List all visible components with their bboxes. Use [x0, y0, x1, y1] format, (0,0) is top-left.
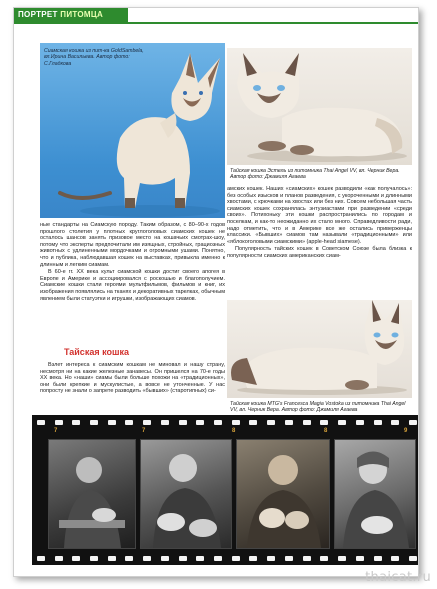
man-holding-cats-illustration [237, 440, 329, 548]
photo-thai-cat-lying [227, 48, 412, 165]
header-part1: ПОРТРЕТ [18, 10, 58, 19]
photo3-caption: Тайская кошка MTG's Francesca Magia Vostoka из питомника Thai Angel VV, вл. Черник Вера. Автор фото: Джамиля Агаева [230, 401, 406, 414]
man-with-cats-illustration [49, 440, 135, 548]
section-header [14, 8, 128, 22]
film-frame-number: 8 [324, 428, 328, 434]
film-frame-number: 8 [232, 428, 236, 434]
siamese-cat-illustration [40, 43, 225, 218]
film-frame-photo-1 [48, 439, 136, 549]
film-strip [32, 415, 419, 565]
paragraph: В 60-е гг. XX века культ сиамской кошки достиг своего апогея в Европе и Америке и ассоциировался с роскошью и благополучием. Сиамские кошки стали героями мультфильмов, фильмов и книг, их изображения появлялись на тканях и декоративных тарелках, обычным явлением были статуэтки и игрушки, изображающих сиамов. [40, 269, 225, 302]
paragraph: амских кошек. Наших «сиамских» кошек разводили «как получалось»: без особых изысков и планов разведения, с укороченными и длинными хвостами, с крючками на хвостах или без них. Совсем небольшая часть сиамских кошек сохранялась энтузиастами при разведении «среди своих». Потихоньку эти кошки распространились по городам и поселкам, и как-то неожиданно их стало много. Справедливости ради, надо отметить, что и в Америке все же остались приверженцы классики. «Бывших» сиамов там называли «традиционными» или «яблокоголовыми сиамскими» (apple-head siamese). [227, 186, 412, 245]
header-part2: ПИТОМЦА [60, 10, 104, 19]
thai-cat-illustration [227, 48, 412, 165]
photo1-caption: Сиамская кошка из пит-ка GoldSambela, вл.Ирина Васильева. Автор фото: С.Гладкова [44, 48, 144, 67]
photo-siamese-cat [40, 43, 225, 218]
film-perforations-top [32, 418, 419, 426]
paragraph: Взлет интереса к сиамским кошкам не миновал и нашу страну, несмотря ни на какие железные занавесы. Он пришелся на 70-е годы XX века. Но «наши» сиамы были больше похожи на «традиционных», они были крепкие и мускулистые, а вовсе не утонченные. У нас попросту не знали о запрете разводить «бывших» (старотипных) си- [40, 362, 225, 395]
article-left-column [40, 222, 225, 303]
film-frame-photo-3 [236, 439, 330, 549]
thai-cat-2-illustration [227, 300, 412, 398]
film-frame-number: 9 [404, 428, 408, 434]
magazine-page [13, 7, 419, 577]
film-frame-photo-4 [334, 439, 416, 549]
section-title: Тайская кошка [64, 347, 129, 357]
header-rule [14, 22, 418, 24]
article-right-column [227, 186, 412, 261]
paragraph: ные стандарты на Сиамскую породу. Таким образом, с 80–90-х годов прошлого столетия у плотных круглоголовых сиамских кошек не осталось шансов занять призовое место на кошачьих смотрах-шоу, потому что эксперты предпочитали им изящных, стройных, грациозных животных с удлиненными мордочками и огромными ушами. Понятно, что и публика, наблюдавшая кошек на выставках, привыкла именно к длинным и легким сиамам. [40, 222, 225, 268]
film-frame-number: 7 [142, 428, 146, 434]
site-watermark: thaicat.ru [365, 570, 431, 585]
film-perforations-bottom [32, 554, 419, 562]
film-frame-number: 7 [54, 428, 58, 434]
paragraph: Популярность тайских кошек в Советском Союзе была близка к популярности сиамских американских сиам- [227, 246, 412, 259]
photo-thai-cat-second [227, 300, 412, 398]
man-with-cats-illustration-2 [141, 440, 231, 548]
article-left-column-2 [40, 362, 225, 396]
woman-with-cat-illustration [335, 440, 415, 548]
film-frame-photo-2 [140, 439, 232, 549]
photo2-caption: Тайская кошка Эстель из питомника Thai Angel VV, вл. Черник Вера. Автор фото: Джамиля Агаева [230, 168, 400, 181]
